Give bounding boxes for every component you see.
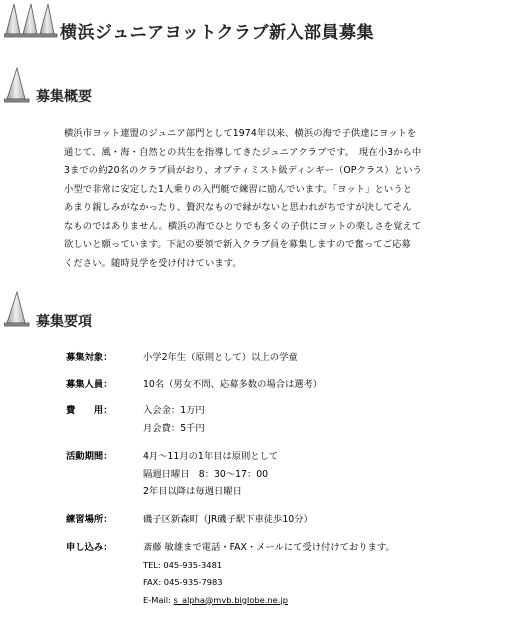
page-title: 横浜ジュニアヨットクラブ新入部員募集 [60, 23, 374, 43]
overview-line: 欲しいと願っています。下記の要領で新入クラブ員を募集しますので奮ってご応募 [64, 239, 411, 250]
email-link[interactable]: s_alpha@mvb.biglobe.ne.jp [173, 594, 288, 605]
overview-line: 通じて、風・海・自然との共生を指導してきたジュニアクラブです。 現在小3から中 [64, 146, 422, 158]
overview-text [64, 125, 446, 273]
overview-line: 横浜市ヨット連盟のジュニア部門として1974年以来、横浜の海で子供達にヨットを [64, 128, 417, 139]
row-value-line: 月会費：5千円 [143, 422, 205, 434]
sail-icon [4, 66, 30, 108]
apply-intro: 斎藤 敏雄まで電話・FAX・メールにて受け付けております。 [143, 542, 395, 553]
row-value-line: 4月～11月の1年目は原則として [143, 451, 279, 462]
sails-logo-icon [4, 2, 58, 42]
row-value-apply [143, 539, 395, 609]
sail-icon [4, 290, 30, 332]
email-label: E-Mail: [143, 594, 174, 605]
row-label-target: 募集対象： [66, 352, 113, 363]
overview-line: 3までの約20名のクラブ員がおり、オプティミスト級ディンギー（OPクラス）という [64, 165, 423, 176]
row-value-line: 入会金：1万円 [143, 405, 205, 416]
row-label-period: 活動期間： [66, 451, 113, 462]
apply-fax: FAX: 045-935-7983 [143, 577, 223, 587]
row-value-target [143, 349, 298, 367]
apply-tel: TEL: 045-935-3481 [143, 559, 223, 570]
overview-line: ください。随時見学を受け付けています。 [64, 257, 242, 269]
overview-line: 小型で非常に安定した1人乗りの入門艇で練習に励んでいます。「ヨット」というと [64, 183, 413, 195]
overview-heading: 募集概要 [36, 89, 92, 105]
row-value-fee [143, 402, 205, 437]
row-value-line: 10名（男女不問、応募多数の場合は選考） [143, 379, 323, 390]
row-label-count: 募集人員： [66, 379, 113, 390]
row-value-line: 磯子区新森町（JR磯子駅下車徒歩10分） [143, 514, 313, 525]
row-value-line: 2年目以降は毎週日曜日 [143, 486, 242, 497]
row-label-apply: 申し込み： [66, 542, 113, 553]
row-value-period [143, 448, 278, 501]
row-value-place [143, 511, 313, 529]
apply-email-line [143, 592, 395, 610]
row-value-count [143, 376, 322, 394]
row-value-line: 小学2年生（原則として）以上の学童 [143, 352, 298, 363]
row-value-line: 隔週日曜日 8：30～17：00 [143, 468, 269, 480]
row-label-fee: 費 用： [66, 405, 113, 416]
overview-line: なものではありません。横浜の海でひとりでも多くの子供にヨットの楽しさを覚えて [64, 220, 422, 232]
row-label-place: 練習場所： [66, 514, 113, 525]
requirements-heading: 募集要項 [36, 314, 92, 330]
overview-line: あまり親しみがなかったり、贅沢なもので縁がないと思われがちですが決してそん [64, 202, 412, 213]
